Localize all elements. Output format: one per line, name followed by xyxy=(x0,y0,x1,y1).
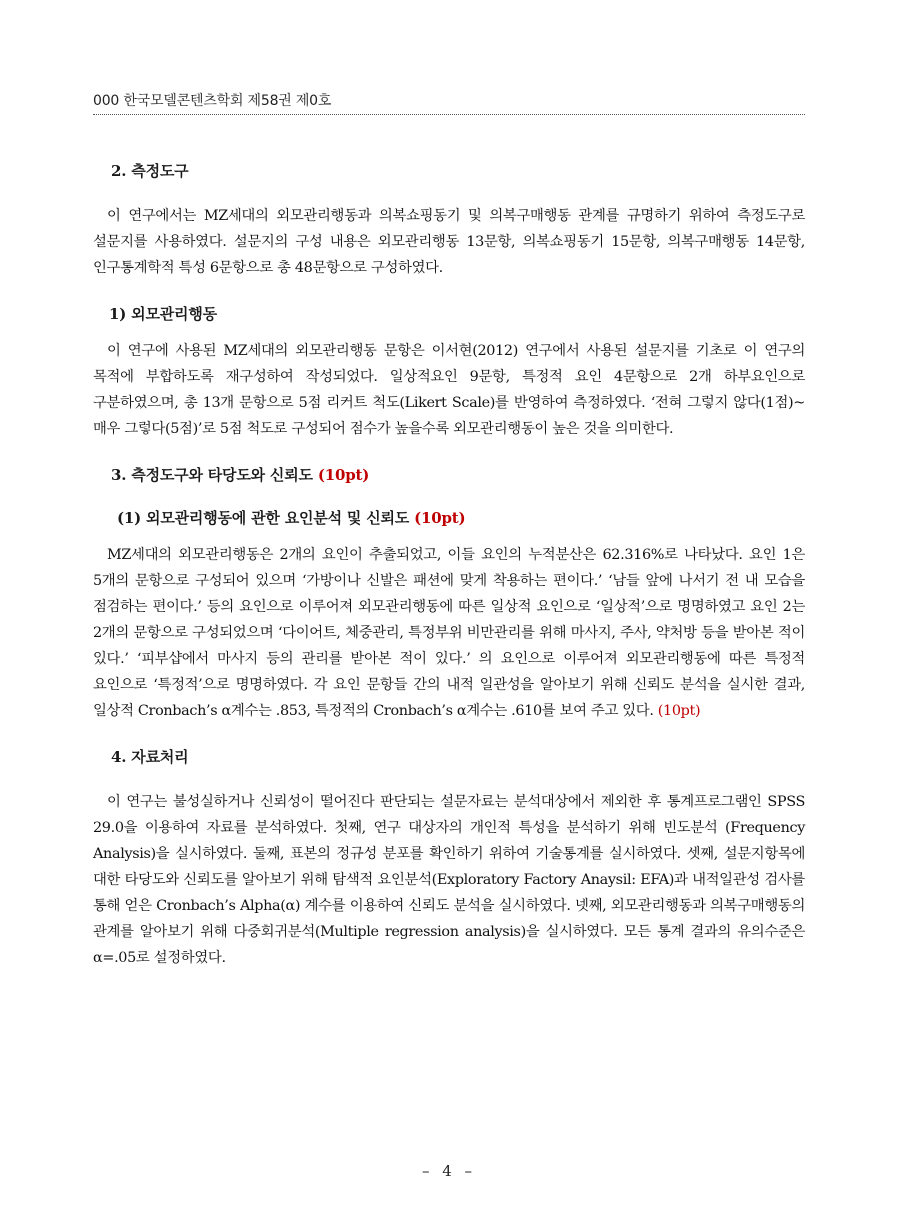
subsection-body-factor-analysis xyxy=(93,542,805,724)
font-size-note: (10pt) xyxy=(317,466,370,484)
section-heading-data-processing: 4. 자료처리 xyxy=(111,748,189,766)
section-body-data-processing: 이 연구는 불성실하거나 신뢰성이 떨어진다 판단되는 설문자료는 분석대상에서 제외한 후 통계프로그램인 SPSS 29.0을 이용하여 자료를 분석하였다. 첫째, 연구 대상자의 개인적 특성을 분석하기 위해 빈도분석 (Frequency Analysis)을 실시하였다. 둘째, 표본의 정규성 분포를 확인하기 위하여 기술통계를 실시하였다. 셋째, 설문지항목에 대한 타당도와 신뢰도를 알아보기 위해 탐색적 요인분석(Exploratory Factory Anaysil: EFA)과 내적일관성 검사를 통해 얻은 Cronbach’s Alpha(α) 계수를 이용하여 신뢰도 분석을 실시하였다. 넷째, 외모관리행동과 의복구매행동의 관계를 알아보기 위해 다중회귀분석(Multiple regression analysis)을 실시하였다. 모든 통계 결과의 유의수준은 α=.05로 설정하였다. xyxy=(93,794,805,966)
section-heading-measurement: 2. 측정도구 xyxy=(111,162,189,180)
subsection-title-factor-analysis: (1) 외모관리행동에 관한 요인분석 및 신뢰도 xyxy=(117,509,410,527)
section-heading-validity xyxy=(111,464,805,485)
font-size-note: (10pt) xyxy=(657,703,701,719)
subsection-heading-appearance: 1) 외모관리행동 xyxy=(109,305,217,323)
page-number: – 4 – xyxy=(421,1162,477,1180)
font-size-note: (10pt) xyxy=(414,509,466,527)
subsection-body-appearance: 이 연구에 사용된 MZ세대의 외모관리행동 문항은 이서현(2012) 연구에서 사용된 설문지를 기초로 이 연구의 목적에 부합하도록 재구성하여 작성되었다. 일상적요인 9문항, 특정적 요인 4문항으로 2개 하부요인으로 구분하였으며, 총 13개 문항으로 5점 리커트 척도(Likert Scale)를 반영하여 측정하였다. ‘전혀 그렇지 않다(1점)~ 매우 그렇다(5점)’로 5점 척도로 구성되어 점수가 높을수록 외모관리행동이 높은 것을 의미한다. xyxy=(93,343,805,437)
section-title-validity: 3. 측정도구와 타당도와 신뢰도 xyxy=(111,466,313,484)
content-area xyxy=(93,160,805,971)
running-head: 000 한국모델콘텐츠학회 제58권 제0호 xyxy=(93,90,805,115)
section-body-measurement: 이 연구에서는 MZ세대의 외모관리행동과 의복쇼핑동기 및 의복구매행동 관계를 규명하기 위하여 측정도구로 설문지를 사용하였다. 설문지의 구성 내용은 외모관리행동 13문항, 의복쇼핑동기 15문항, 의복구매행동 14문항, 인구통계학적 특성 6문항으로 총 48문항으로 구성하였다. xyxy=(93,208,805,276)
factor-analysis-text: MZ세대의 외모관리행동은 2개의 요인이 추출되었고, 이들 요인의 누적분산은 62.316%로 나타났다. 요인 1은 5개의 문항으로 구성되어 있으며 ‘가방이나 신발은 패션에 맞게 착용하는 편이다.’ ‘남들 앞에 나서기 전 내 모습을 점검하는 편이다.’ 등의 요인으로 이루어져 외모관리행동에 따른 일상적 요인으로 ‘일상적’으로 명명하였고 요인 2는 2개의 문항으로 구성되었으며 ‘다이어트, 체중관리, 특정부위 비만관리를 위해 마사지, 주사, 약처방 등을 받아본 적이 있다.’ ‘피부샵에서 마사지 등의 관리를 받아본 적이 있다.’ 의 요인으로 이루어져 외모관리행동에 따른 특정적 요인으로 ‘특정적’으로 명명하였다. 각 요인 문항들 간의 내적 일관성을 알아보기 위해 신뢰도 분석을 실시한 결과, 일상적 Cronbach’s α계수는 .853, 특정적의 Cronbach’s α계수는 .610를 보여 주고 있다. xyxy=(93,547,805,719)
subsection-heading-factor-analysis xyxy=(117,507,805,528)
